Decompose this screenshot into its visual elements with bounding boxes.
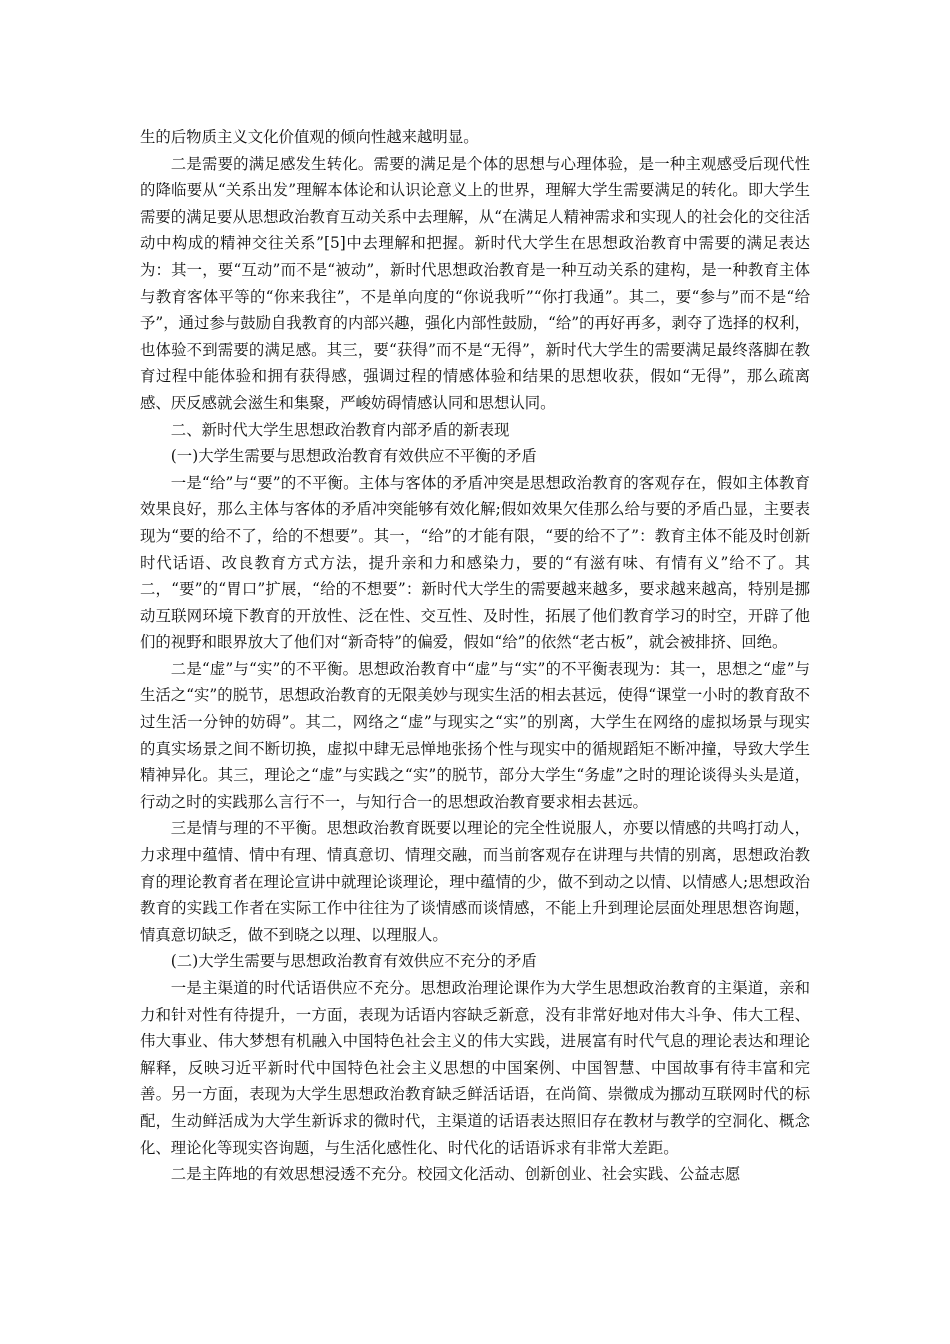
- paragraph-continuation: 生的后物质主义文化价值观的倾向性越来越明显。: [140, 128, 479, 146]
- paragraph-virtual-real: 二是“虚”与“实”的不平衡。思想政治教育中“虚”与“实”的不平衡表现为：其一，思想之“虚”与生活之“实”的脱节，思想政治教育的无限美妙与现实生活的相去甚远，使得“课堂一小时的教育敌不过生活一分钟的妨碍”。其二，网络之“虚”与现实之“实”的别离，大学生在网络的虚拟场景与现实的真实场景之间不断切换，虚拟中肆无忌惮地张扬个性与现实中的循规蹈矩不断冲撞，导致大学生精神异化。其三，理论之“虚”与实践之“实”的脱节，部分大学生“务虚”之时的理论谈得头头是道，行动之时的实践那么言行不一，与知行合一的思想政治教育要求相去甚远。: [140, 659, 811, 811]
- paragraph-need-satisfaction: 二是需要的满足感发生转化。需要的满足是个体的思想与心理体验，是一种主观感受后现代性的降临要从“关系出发”理解本体论和认识论意义上的世界，理解大学生需要满足的转化。即大学生需要的满足要从思想政治教育互动关系中去理解，从“在满足人精神需求和实现人的社会化的交往活动中构成的精神交往关系”[5]中去理解和把握。新时代大学生在思想政治教育中需要的满足表达为：其一，要“互动”而不是“被动”，新时代思想政治教育是一种互动关系的建构，是一种教育主体与教育客体平等的“你来我往”，不是单向度的“你说我听”“你打我通”。其二，要“参与”而不是“给予”，通过参与鼓励自我教育的内部兴趣，强化内部性鼓励，“给”的再好再多，剥夺了选择的权利，也体验不到需要的满足感。其三，要“获得”而不是“无得”，新时代大学生的需要满足最终落脚在教育过程中能体验和拥有获得感，强调过程的情感体验和结果的思想收获，假如“无得”，那么疏离感、厌反感就会滋生和集聚，严峻妨碍情感认同和思想认同。: [140, 154, 811, 412]
- paragraph-main-front: 二是主阵地的有效思想浸透不充分。校园文化活动、创新创业、社会实践、公益志愿: [170, 1165, 741, 1184]
- paragraph-give-want: 一是“给”与“要”的不平衡。主体与客体的矛盾冲突是思想政治教育的客观存在，假如主体教育效果良好，那么主体与客体的矛盾冲突能够有效化解;假如效果欠佳那么给与要的矛盾凸显，主要表现为“要的给不了，给的不想要”。其一，“给”的才能有限，“要的给不了”：教育主体不能及时创新时代话语、改良教育方式方法，提升亲和力和感染力，要的“有滋有味、有情有义”给不了。其二，“要”的“胃口”扩展，“给的不想要”：新时代大学生的需要越来越多，要求越来越高，特别是挪动互联网环境下教育的开放性、泛在性、交互性、及时性，拓展了他们教育学习的时空，开辟了他们的视野和眼界放大了他们对“新奇特”的偏爱，假如“给”的依然“老古板”，就会被排挤、回绝。: [140, 473, 810, 652]
- paragraph-emotion-reason: 三是情与理的不平衡。思想政治教育既要以理论的完全性说服人，亦要以情感的共鸣打动人，力求理中蕴情、情中有理、情真意切、情理交融，而当前客观存在讲理与共情的别离，思想政治教育的理论教育者在理论宣讲中就理论谈理论，理中蕴情的少，做不到动之以情、以情感人;思想政治教育的实践工作者在实际工作中往往为了谈情感而谈情感，不能上升到理论层面处理思想咨询题，情真意切缺乏，做不到晓之以理、以理服人。: [140, 819, 810, 944]
- paragraph-main-channel: 一是主渠道的时代话语供应不充分。思想政治理论课作为大学生思想政治教育的主渠道，亲和力和针对性有待提升，一方面，表现为话语内容缺乏新意，没有非常好地对伟大斗争、伟大工程、伟大事业、伟大梦想有机融入中国特色社会主义的伟大实践，进展富有时代气息的理论表达和理论解释，反映习近平新时代中国特色社会主义思想的中国案例、中国智慧、中国故事有待丰富和完善。另一方面，表现为大学生思想政治教育缺乏鲜活话语，在尚简、崇微成为挪动互联网时代的标配，生动鲜活成为大学生新诉求的微时代，主渠道的话语表达照旧存在教材与教学的空洞化、概念化、理论化等现实咨询题，与生活化感性化、时代化的话语诉求有非常大差距。: [140, 979, 810, 1157]
- subsection-heading-imbalance: (一)大学生需要与思想政治教育有效供应不平衡的矛盾: [170, 447, 537, 466]
- section-heading-contradictions: 二、新时代大学生思想政治教育内部矛盾的新表现: [170, 420, 510, 439]
- subsection-heading-insufficient: (二)大学生需要与思想政治教育有效供应不充分的矛盾: [170, 952, 537, 971]
- document-body: [140, 124, 810, 1188]
